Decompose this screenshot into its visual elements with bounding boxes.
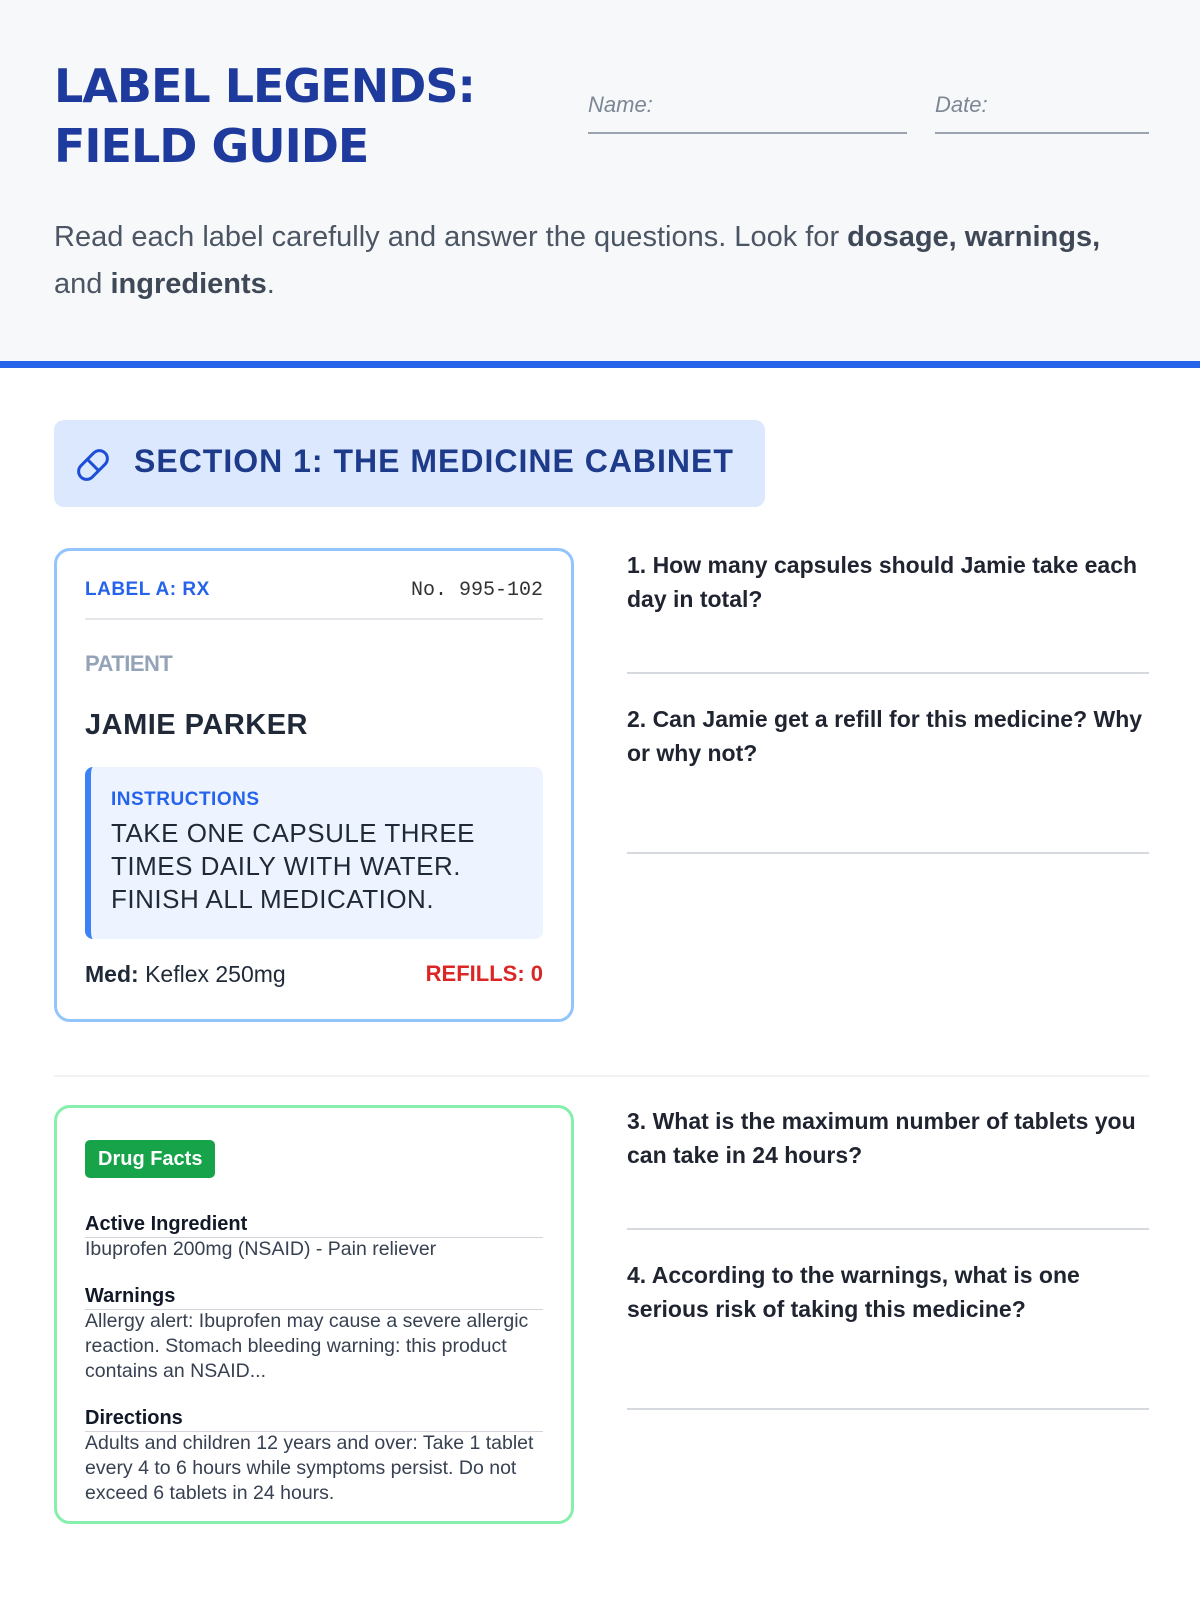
name-field[interactable] xyxy=(588,92,907,134)
med-label: Med: xyxy=(85,961,139,987)
directions-heading: Directions xyxy=(85,1407,543,1432)
drug-facts-badge: Drug Facts xyxy=(85,1140,215,1178)
section-divider xyxy=(54,1075,1149,1077)
patient-name: JAMIE PARKER xyxy=(85,709,308,741)
date-field[interactable] xyxy=(935,92,1149,134)
warnings-heading: Warnings xyxy=(85,1285,543,1310)
drug-facts-card xyxy=(54,1105,574,1524)
rx-number: No. 995-102 xyxy=(410,579,543,602)
question-1 xyxy=(627,548,1149,616)
section-1-header xyxy=(54,420,765,507)
intro-bold-2: ingredients xyxy=(110,268,267,300)
directions-text: Adults and children 12 years and over: Take 1 tablet every 4 to 6 hours while symptoms persist. Do not exceed 6 tablets in 24 hours. xyxy=(85,1432,534,1504)
intro-text xyxy=(54,214,1144,308)
question-2-text: 2. Can Jamie get a refill for this medicine? Why or why not? xyxy=(627,706,1143,766)
intro-part-3: . xyxy=(266,268,275,300)
intro-bold-1: dosage, warnings, xyxy=(847,221,1101,253)
name-field-label: Name: xyxy=(588,92,653,117)
rx-card-header xyxy=(85,579,543,620)
active-ingredient-heading: Active Ingredient xyxy=(85,1213,543,1238)
answer-line-3[interactable] xyxy=(627,1228,1149,1230)
answer-line-1[interactable] xyxy=(627,672,1149,674)
question-2 xyxy=(627,702,1149,770)
instructions-label: INSTRUCTIONS xyxy=(111,789,260,810)
question-4 xyxy=(627,1258,1149,1326)
pill-icon xyxy=(72,444,114,486)
warnings-text: Allergy alert: Ibuprofen may cause a severe allergic reaction. Stomach bleeding warning: this product contains an NSAID... xyxy=(85,1310,529,1382)
label-a-rx-card xyxy=(54,548,574,1022)
instructions-text: TAKE ONE CAPSULE THREE TIMES DAILY WITH WATER. FINISH ALL MEDICATION. xyxy=(111,818,476,914)
intro-part-2: and xyxy=(54,268,111,300)
answer-line-4[interactable] xyxy=(627,1408,1149,1410)
instructions-box xyxy=(85,767,543,939)
title-line-2: FIELD GUIDE xyxy=(54,119,369,173)
rx-label: LABEL A: RX xyxy=(85,579,210,600)
active-ingredient-text: Ibuprofen 200mg (NSAID) - Pain reliever xyxy=(85,1238,437,1260)
question-4-text: 4. According to the warnings, what is one serious risk of taking this medicine? xyxy=(627,1262,1080,1322)
question-1-text: 1. How many capsules should Jamie take each day in total? xyxy=(627,552,1138,612)
question-3-text: 3. What is the maximum number of tablets you can take in 24 hours? xyxy=(627,1108,1136,1168)
patient-label: PATIENT xyxy=(85,651,173,676)
title-line-1: LABEL LEGENDS: xyxy=(54,59,475,113)
intro-part-1: Read each label carefully and answer the questions. Look for xyxy=(54,221,848,253)
question-3 xyxy=(627,1104,1149,1172)
worksheet-header xyxy=(0,0,1200,368)
date-field-label: Date: xyxy=(935,92,988,117)
refills-count: REFILLS: 0 xyxy=(425,961,543,986)
medication xyxy=(85,961,286,988)
section-1-title: SECTION 1: THE MEDICINE CABINET xyxy=(134,443,734,479)
worksheet-title xyxy=(54,56,475,176)
answer-line-2[interactable] xyxy=(627,852,1149,854)
med-value: Keflex 250mg xyxy=(145,961,286,987)
